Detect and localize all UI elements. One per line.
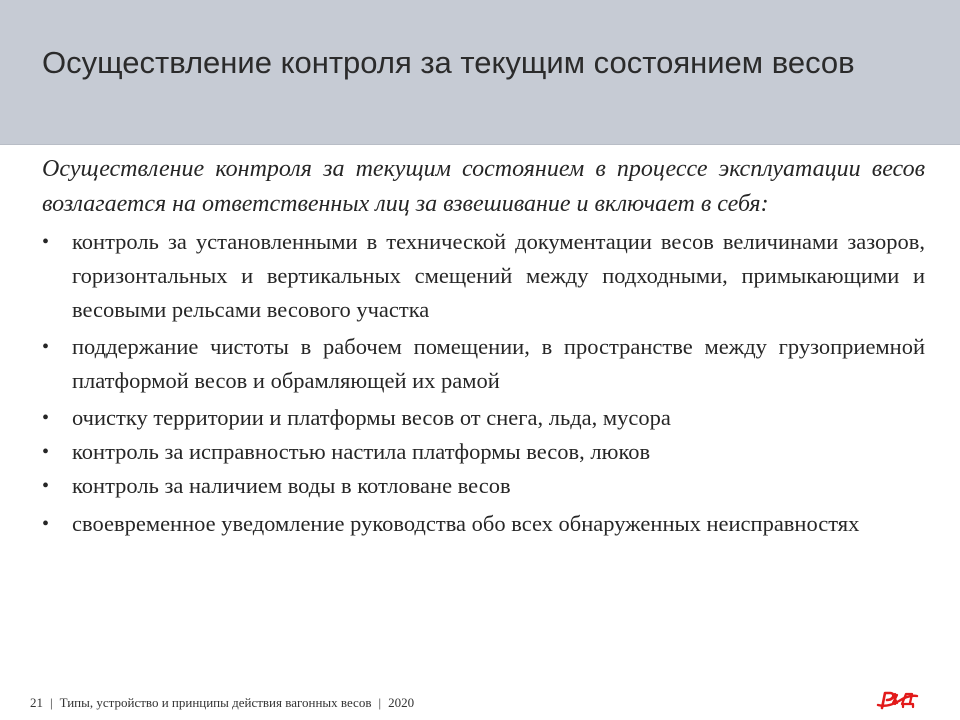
bullet-item (42, 507, 925, 541)
bullet-icon: • (42, 513, 50, 535)
slide-content (42, 152, 925, 541)
bullet-list (42, 225, 925, 541)
bullet-icon: • (42, 336, 50, 358)
bullet-icon: • (42, 231, 50, 253)
bullet-text: поддержание чистоты в рабочем помещении, в пространстве между грузоприемной платформой весов и обрамляющей их рамой (72, 334, 925, 393)
course-title: Типы, устройство и принципы действия вагонных весов (59, 695, 372, 710)
page-number: 21 (30, 695, 43, 710)
bullet-item (42, 435, 925, 469)
bullet-icon: • (42, 407, 50, 429)
bullet-item (42, 401, 925, 435)
bullet-text: своевременное уведомление руководства обо всех обнаруженных неисправностях (72, 511, 860, 536)
bullet-icon: • (42, 475, 50, 497)
slide-footer (0, 686, 960, 720)
footer-text (30, 695, 414, 711)
bullet-text: очистку территории и платформы весов от снега, льда, мусора (72, 405, 671, 430)
slide-title: Осуществление контроля за текущим состоянием весов (42, 45, 855, 80)
footer-separator: | (50, 695, 53, 710)
bullet-icon: • (42, 441, 50, 463)
bullet-item (42, 225, 925, 327)
footer-year: 2020 (388, 695, 415, 710)
bullet-text: контроль за установленными в технической документации весов величинами зазоров, горизонтальных и вертикальных смещений между подходными, примыкающими и весовыми рельсами весового участка (72, 229, 925, 322)
bullet-item (42, 469, 925, 503)
bullet-text: контроль за наличием воды в котловане весов (72, 473, 511, 498)
bullet-text: контроль за исправностью настила платформы весов, люков (72, 439, 651, 464)
intro-paragraph: Осуществление контроля за текущим состоянием в процессе эксплуатации весов возлагается на ответственных лиц за взвешивание и включает в себя: (42, 156, 925, 217)
footer-separator: | (378, 695, 382, 710)
slide-header (0, 0, 960, 145)
rzd-logo-icon (875, 687, 925, 711)
bullet-item (42, 330, 925, 398)
